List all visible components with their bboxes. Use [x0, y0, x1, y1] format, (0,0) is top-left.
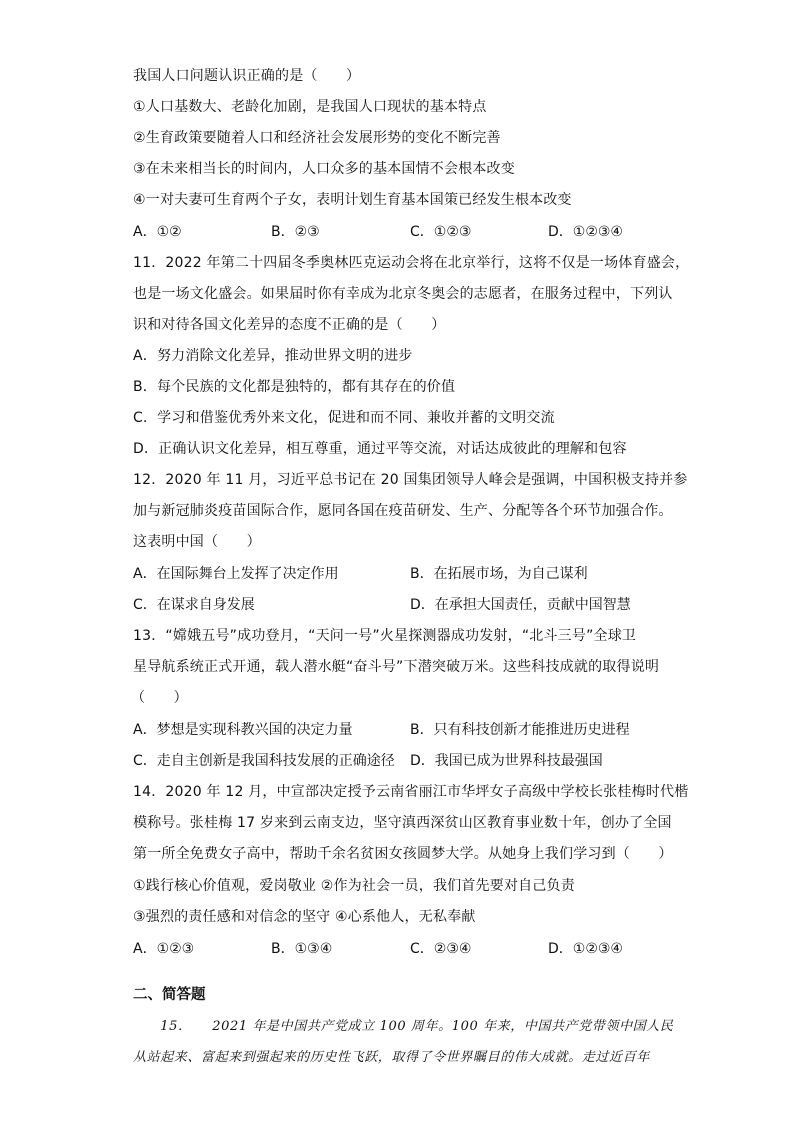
q14-statements-1: ①践行核心价值观，爱岗敬业 ②作为社会一员，我们首先要对自己负责	[133, 878, 575, 894]
q12-option-b: B．在拓展市场，为自己谋利	[410, 566, 588, 582]
section-title-short-answer: 二、简答题	[133, 987, 206, 1003]
q15-line-2: 从站起来、富起来到强起来的历史性飞跃，取得了令世界瞩目的伟大成就。走过近百年	[133, 1050, 650, 1065]
q13-option-c: C．走自主创新是我国科技发展的正确途径	[133, 753, 395, 769]
q10-option-c: C．①②③	[410, 224, 472, 240]
q12-option-c: C．在谋求自身发展	[133, 597, 255, 613]
q13-line-2: 星导航系统正式开通，载人潜水艇“奋斗号”下潜突破万米。这些科技成就的取得说明	[133, 659, 660, 675]
q10-stem: 我国人口问题认识正确的是（ ）	[133, 68, 361, 84]
q12-option-a: A．在国际舞台上发挥了决定作用	[133, 566, 339, 582]
q12-line-2: 加与新冠肺炎疫苗国际合作，愿同各国在疫苗研发、生产、分配等各个环节加强合作。	[133, 503, 673, 519]
q11-option-a: A．努力消除文化差异，推动世界文明的进步	[133, 348, 413, 364]
q10-statement-2: ②生育政策要随着人口和经济社会发展形势的变化不断完善	[133, 130, 501, 146]
q14-statements-2: ③强烈的责任感和对信念的坚守 ④心系他人，无私奉献	[133, 909, 476, 925]
q12-option-d: D．在承担大国责任，贡献中国智慧	[410, 597, 631, 613]
q13-option-d: D．我国已成为世界科技最强国	[410, 753, 603, 769]
q11-line-3: 识和对待各国文化差异的态度不正确的是（ ）	[133, 317, 446, 333]
q12-line-1: 12．2020 年 11 月，习近平总书记在 20 国集团领导人峰会是强调，中国积极支持并参	[133, 472, 688, 488]
q14-option-d: D．①②③④	[548, 941, 623, 957]
q13-option-a: A．梦想是实现科教兴国的决定力量	[133, 722, 353, 738]
q13-line-3: （ ）	[131, 690, 188, 706]
q10-statement-4: ④一对夫妻可生育两个子女，表明计划生育基本国策已经发生根本改变	[133, 192, 572, 208]
q13-option-b: B．只有科技创新才能推进历史进程	[410, 722, 630, 738]
q12-line-3: 这表明中国（ ）	[133, 534, 261, 550]
q11-line-1: 11．2022 年第二十四届冬季奥林匹克运动会将在北京举行，这将不仅是一场体育盛会，	[133, 255, 690, 271]
q11-option-d: D．正确认识文化差异，相互尊重，通过平等交流，对话达成彼此的理解和包容	[133, 441, 627, 457]
q14-line-2: 模称号。张桂梅 17 岁来到云南支边，坚守滇西深贫山区教育事业数十年，创办了全国	[133, 815, 672, 831]
q11-option-c: C．学习和借鉴优秀外来文化，促进和而不同、兼收并蓄的文明交流	[133, 410, 555, 426]
q10-statement-1: ①人口基数大、老龄化加剧，是我国人口现状的基本特点	[133, 99, 487, 115]
q11-line-2: 也是一场文化盛会。如果届时你有幸成为北京冬奥会的志愿者，在服务过程中，下列认	[133, 286, 673, 302]
q14-line-1: 14．2020 年 12 月，中宣部决定授予云南省丽江市华坪女子高级中学校长张桂梅时代楷	[133, 784, 689, 800]
q11-option-b: B．每个民族的文化都是独特的，都有其存在的价值	[133, 379, 456, 395]
q14-option-b: B．①③④	[271, 941, 333, 957]
q14-option-c: C．②③④	[410, 941, 472, 957]
q10-option-d: D．①②③④	[548, 224, 623, 240]
q13-line-1: 13．“嫦娥五号”成功登月，“天问一号”火星探测器成功发射，“北斗三号”全球卫	[133, 628, 637, 644]
q14-option-a: A．①②③	[133, 941, 195, 957]
q10-option-b: B．②③	[271, 224, 320, 240]
q10-statement-3: ③在未来相当长的时间内，人口众多的基本国情不会根本改变	[133, 161, 515, 177]
q15-line-1: 15． 2021 年是中国共产党成立 100 周年。100 年来，中国共产党带领中国人民	[133, 1019, 674, 1034]
q14-line-3: 第一所全免费女子高中，帮助千余名贫困女孩圆梦大学。从她身上我们学习到（ ）	[133, 846, 673, 862]
q10-option-a: A．①②	[133, 224, 182, 240]
